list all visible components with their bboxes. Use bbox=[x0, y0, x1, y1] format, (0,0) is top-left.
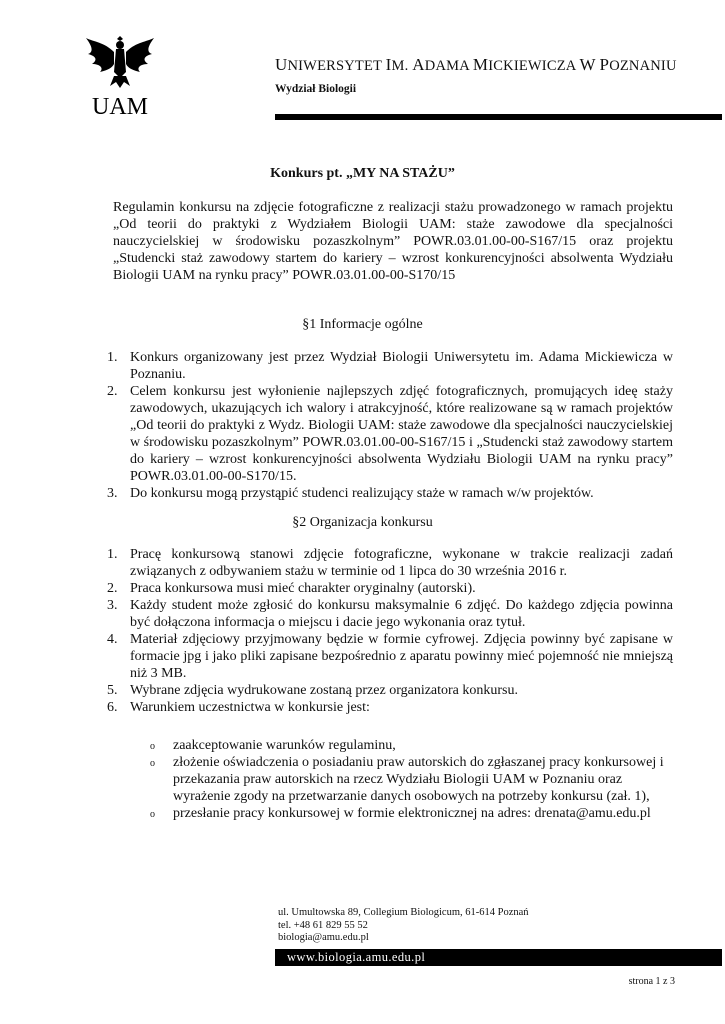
participation-conditions-list bbox=[150, 737, 674, 822]
list-item: 1. Konkurs organizowany jest przez Wydział Biologii Uniwersytetu im. Adama Mickiewicza w Poznaniu. bbox=[107, 350, 673, 382]
footer-website-bar bbox=[275, 949, 722, 966]
list-item: 4. Materiał zdjęciowy przyjmowany będzie w formie cyfrowej. Zdjęcia powinny być zapisane w formacie jpg i jako pliki zapisane bezpośrednio z aparatu powinny mieć pojemność nie mniejszą niż 3 MB. bbox=[107, 632, 673, 681]
footer-address: ul. Umultowska 89, Collegium Biologicum, 61-614 Poznań bbox=[278, 907, 529, 918]
list-item: o złożenie oświadczenia o posiadaniu praw autorskich do zgłaszanej pracy konkursowej i przekazania praw autorskich na rzecz Wydziału Biologii UAM w Poznaniu oraz wyrażenie zgody na przetwarzanie danych osobowych na potrzeby konkursu (zał. 1), bbox=[150, 755, 664, 804]
footer-contact bbox=[278, 907, 529, 945]
list-item: o zaakceptowanie warunków regulaminu, bbox=[150, 738, 396, 753]
bullet-icon: o bbox=[150, 741, 155, 752]
footer-phone: tel. +48 61 829 55 52 bbox=[278, 919, 368, 931]
header-rule bbox=[275, 114, 722, 120]
uam-eagle-logo bbox=[84, 32, 156, 118]
section1-heading: §1 Informacje ogólne bbox=[302, 317, 423, 332]
university-name: UNIWERSYTET IM. ADAMA MICKIEWICZA W POZNANIU bbox=[275, 55, 677, 74]
intro-paragraph: Regulamin konkursu na zdjęcie fotograficzne z realizacji stażu prowadzonego w ramach projektu „Od teorii do praktyki z Wydziałem Biologii UAM: staże zawodowe dla specjalności nauczycielskiej w środowisku pozaszkolnym” POWR.03.01.00-00-S167/15 oraz projektu „Studencki staż zawodowy startem do kariery – wzrost konkurencyjności absolwenta Wydziału Biologii UAM na rynku pracy” POWR.03.01.00-00-S170/15 bbox=[113, 200, 673, 283]
list-item: 5. Wybrane zdjęcia wydrukowane zostaną przez organizatora konkursu. bbox=[107, 683, 519, 698]
list-item: o przesłanie pracy konkursowej w formie elektronicznej na adres: drenata@amu.edu.pl bbox=[150, 806, 651, 821]
document-title: Konkurs pt. „MY NA STAŻU” bbox=[270, 166, 455, 181]
section1-list bbox=[96, 349, 673, 502]
list-item: 2. Celem konkursu jest wyłonienie najlepszych zdjęć fotograficznych, promujących ideę staży zawodowych, ukazujących ich walory i atrakcyjność, które realizowane są w ramach projektów „Od teorii do praktyki z Wydz. Biologii UAM: staże zawodowe dla specjalności nauczycielskiej w środowisku pozaszkolnym” POWR.03.01.00-00-S167/15 i „Studencki staż zawodowy startem do kariery – wzrost konkurencyjności absolwenta Wydziału Biologii UAM na rynku pracy” POWR.03.01.00-00-S170/15. bbox=[107, 384, 673, 484]
list-item: 1. Pracę konkursową stanowi zdjęcie fotograficzne, wykonane w trakcie realizacji zadań związanych z odbywaniem stażu w terminie od 1 lipca do 30 września 2016 r. bbox=[107, 547, 673, 579]
bullet-icon: o bbox=[150, 758, 155, 769]
section2-list bbox=[96, 546, 673, 716]
list-item: 3. Do konkursu mogą przystąpić studenci realizujący staże w ramach w/w projektów. bbox=[107, 486, 594, 501]
bullet-icon: o bbox=[150, 809, 155, 820]
logo-text: UAM bbox=[91, 94, 149, 118]
faculty-name: Wydział Biologii bbox=[275, 83, 357, 95]
list-item: 3. Każdy student może zgłosić do konkursu maksymalnie 6 zdjęć. Do każdego zdjęcia powinna być dołączona informacja o miejscu i dacie jego wykonania oraz tytuł. bbox=[107, 598, 673, 630]
page-number: strona 1 z 3 bbox=[628, 976, 675, 987]
footer-email[interactable]: biologia@amu.edu.pl bbox=[278, 932, 369, 943]
list-item: 2. Praca konkursowa musi mieć charakter oryginalny (autorski). bbox=[107, 581, 476, 596]
footer-website-link[interactable]: www.biologia.amu.edu.pl bbox=[287, 950, 426, 964]
section2-heading: §2 Organizacja konkursu bbox=[292, 515, 433, 530]
list-item: 6. Warunkiem uczestnictwa w konkursie jest: bbox=[107, 700, 370, 715]
